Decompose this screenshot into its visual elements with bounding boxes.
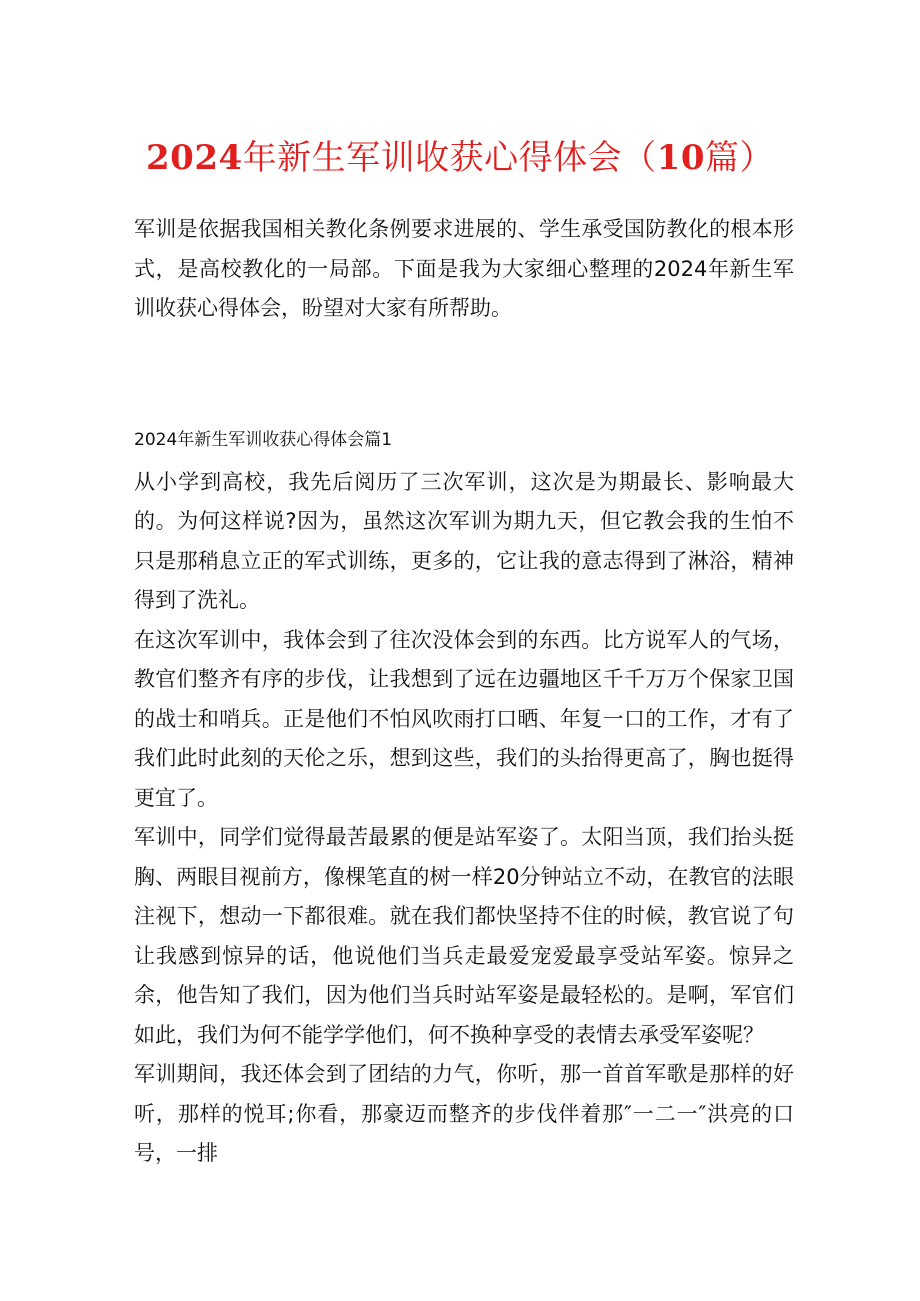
intro-paragraph: 军训是依据我国相关教化条例要求进展的、学生承受国防教化的根本形式，是高校教化的一局部。下面是我为大家细心整理的2024年新生军训收获心得体会，盼望对大家有所帮助。 bbox=[134, 217, 794, 320]
title-main: 年新生军训收获心得体会（ bbox=[242, 138, 657, 178]
document-body bbox=[134, 210, 794, 1174]
body-paragraph-1: 从小学到高校，我先后阅历了三次军训，这次是为期最长、影响最大的。为何这样说?因为，虽然这次军训为期九天，但它教会我的生怕不只是那稍息立正的军式训练，更多的，它让我的意志得到了淋浴，精神得到了洗礼。 bbox=[134, 469, 794, 612]
title-year: 2024 bbox=[146, 138, 243, 178]
body-paragraph-2: 在这次军训中，我体会到了往次没体会到的东西。比方说军人的气场，教官们整齐有序的步伐，让我想到了远在边疆地区千千万万个保家卫国的战士和哨兵。正是他们不怕风吹雨打口晒、年复一口的工作，才有了我们此时此刻的天伦之乐，想到这些，我们的头抬得更高了，胸也挺得更宜了。 bbox=[134, 627, 794, 810]
body-paragraph-3: 军训中，同学们觉得最苦最累的便是站军姿了。太阳当顶，我们抬头挺胸、两眼目视前方，像棵笔直的树一样20分钟站立不动，在教官的法眼注视下，想动一下都很难。就在我们都快坚持不住的时候，教官说了句让我感到惊异的话，他说他们当兵走最爱宠爱最享受站军姿。惊异之余，他告知了我们，因为他们当兵时站军姿是最轻松的。是啊，军官们如此，我们为何不能学学他们，何不换种享受的表情去承受军姿呢？ bbox=[134, 825, 794, 1047]
document-title bbox=[0, 135, 920, 181]
section-heading: 2024年新生军训收获心得体会篇1 bbox=[134, 429, 393, 450]
title-count: 10 bbox=[656, 138, 705, 178]
title-end: 篇） bbox=[704, 138, 774, 178]
body-paragraph-4: 军训期间，我还体会到了团结的力气，你听，那一首首军歌是那样的好听，那样的悦耳;你看，那豪迈而整齐的步伐伴着那″一二一″洪亮的口号，一排 bbox=[134, 1062, 794, 1165]
